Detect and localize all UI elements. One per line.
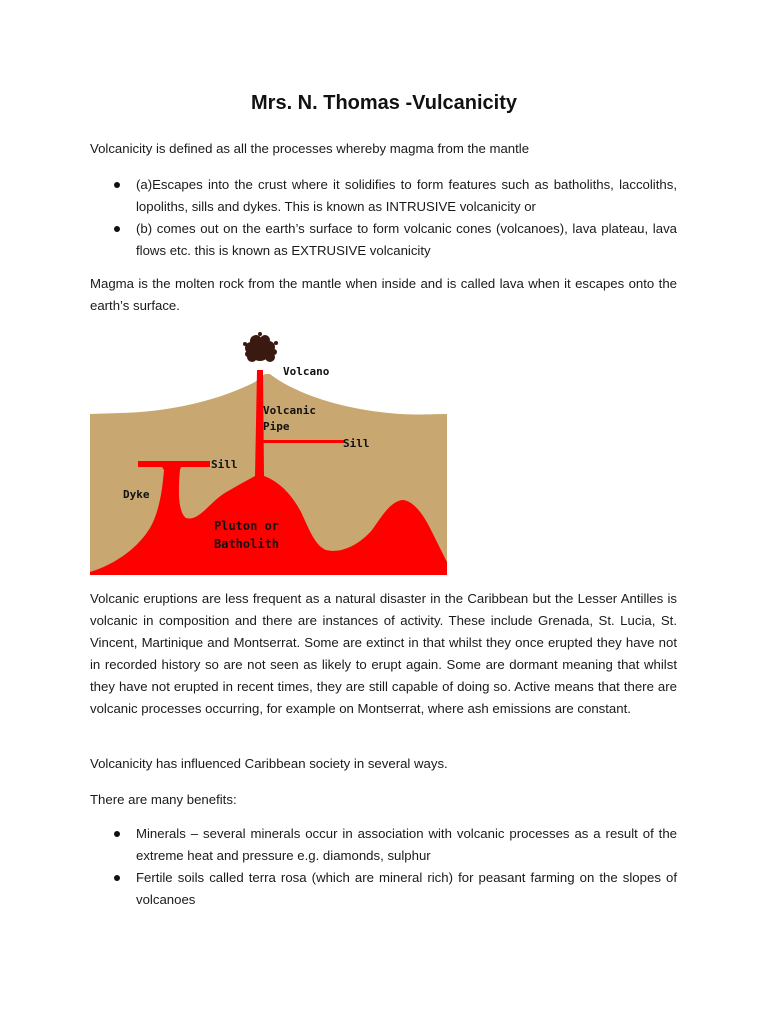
bullet-icon xyxy=(114,226,120,232)
label-volcano: Volcano xyxy=(283,365,330,378)
label-sill-left: Sill xyxy=(211,458,238,471)
list-item-text: (b) comes out on the earth’s surface to form volcanic cones (volcanoes), lava plateau, lava flows etc. this is known as EXTRUSIVE volcanicity xyxy=(136,221,677,258)
eruptions-paragraph: Volcanic eruptions are less frequent as a natural disaster in the Caribbean but the Lesser Antilles is volcanic in composition and there are instances of activity. These include Grenada, St. Lucia, St. Vincent, Martinique and Montserrat. Some are extinct in that whilst they once erupted they have not in recorded history so are not seen as likely to erupt again. Some are dormant meaning that whilst they have not erupted in recent times, they are still capable of doing so. Active means that there are volcanic processes occurring, for example on Montserrat, where ash emissions are constant. xyxy=(90,591,677,716)
volcano-diagram-svg xyxy=(90,330,448,575)
magma-paragraph: Magma is the molten rock from the mantle when inside and is called lava when it escapes onto the earth’s surface. xyxy=(90,276,677,313)
sill-right xyxy=(262,440,344,443)
influence-paragraph: Volcanicity has influenced Caribbean society in several ways. xyxy=(90,756,448,771)
list-item xyxy=(90,823,677,867)
list-item-text: Minerals – several minerals occur in association with volcanic processes as a result of the extreme heat and pressure e.g. diamonds, sulphur xyxy=(136,826,677,863)
list-item-text: (a)Escapes into the crust where it solidifies to form features such as batholiths, laccoliths, lopoliths, sills and dykes. This is known as INTRUSIVE volcanicity or xyxy=(136,177,677,214)
label-sill-right: Sill xyxy=(343,437,370,450)
intro-paragraph: Volcanicity is defined as all the processes whereby magma from the mantle xyxy=(90,141,530,156)
list-item xyxy=(90,867,677,911)
list-item-text: Fertile soils called terra rosa (which are mineral rich) for peasant farming on the slopes of volcanoes xyxy=(136,870,677,907)
benefits-paragraph: There are many benefits: xyxy=(90,792,237,807)
bullet-icon xyxy=(114,875,120,881)
label-dyke: Dyke xyxy=(123,488,150,501)
list-item xyxy=(90,174,677,218)
label-pluton-2: Batholith xyxy=(214,537,280,551)
list-item xyxy=(90,218,677,262)
bullet-icon xyxy=(114,831,120,837)
sill-left xyxy=(138,461,210,467)
volcano-diagram xyxy=(90,330,448,575)
label-pluton-1: Pluton or xyxy=(214,519,280,533)
page-title: Mrs. N. Thomas -Vulcanicity xyxy=(251,92,517,114)
bullet-list-processes xyxy=(90,174,677,262)
bullet-icon xyxy=(114,182,120,188)
ash-cloud-icon xyxy=(243,332,278,362)
bullet-list-benefits xyxy=(90,823,677,911)
label-volcanic-pipe-2: Pipe xyxy=(263,420,290,433)
label-volcanic-pipe-1: Volcanic xyxy=(263,404,316,417)
